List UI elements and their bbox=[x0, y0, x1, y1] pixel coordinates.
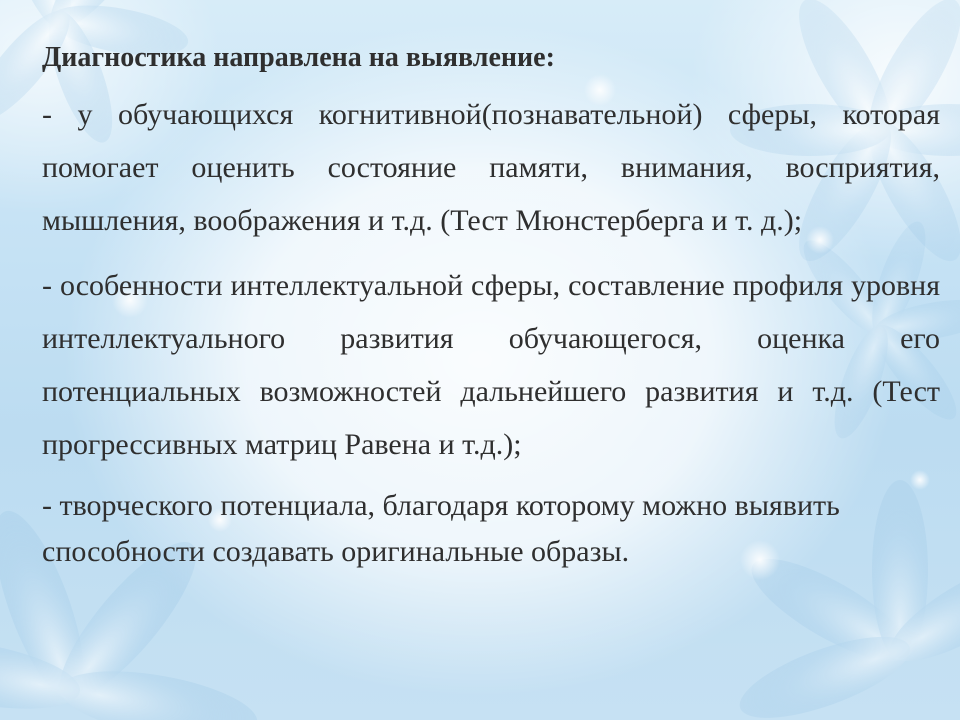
paragraph-cognitive: - у обучающихся когнитивной(познавательной) сферы, которая помогает оценить состояние памяти, внимания, восприятия, мышления, воображения и т.д. (Тест Мюнстерберга и т. д.); bbox=[42, 98, 940, 237]
slide-content bbox=[42, 38, 940, 587]
paragraph-intellectual: - особенности интеллектуальной сферы, составление профиля уровня интеллектуального развития обучающегося, оценка его потенциальных возможностей дальнейшего развития и т.д. (Тест прогрессивных матриц Равена и т.д.); bbox=[42, 269, 940, 461]
slide-heading: Диагностика направлена на выявление: bbox=[42, 42, 555, 73]
paragraph-creative: - творческого потенциала, благодаря которому можно выявить способности создавать оригинальные образы. bbox=[42, 489, 840, 568]
